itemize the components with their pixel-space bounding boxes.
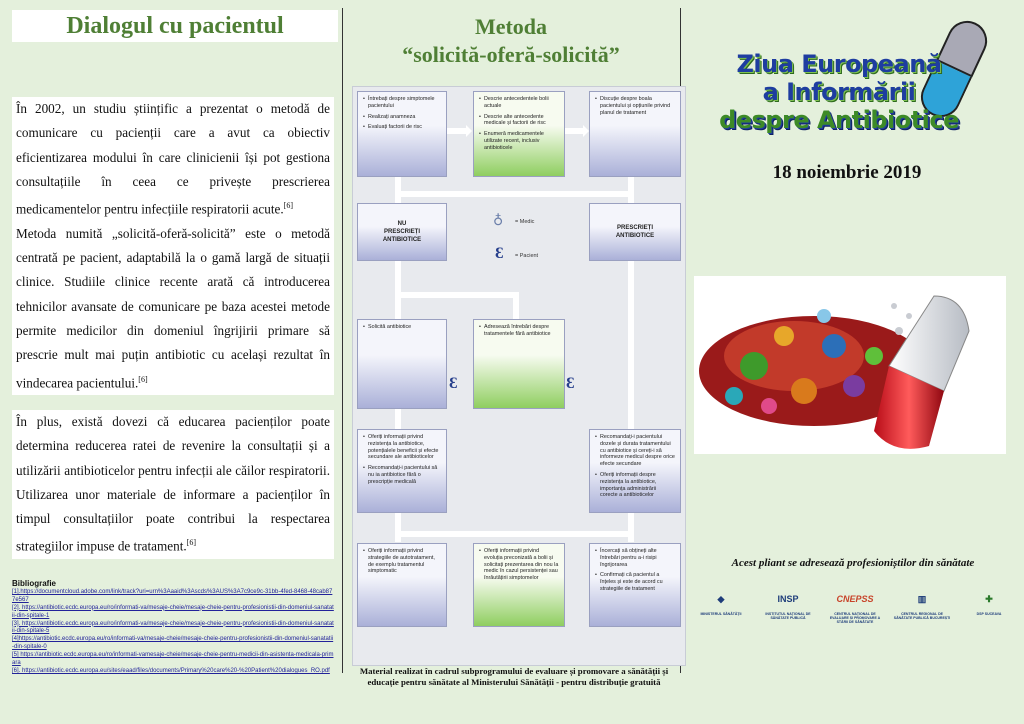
flow-box-10 (589, 543, 681, 627)
connector (628, 259, 634, 429)
dsp-logo-icon: ✚ (985, 594, 993, 604)
campaign-logo (704, 50, 974, 134)
brand-line3: despre Antibiotice (719, 106, 959, 134)
arrow (466, 125, 472, 137)
flow-item: • Adresează întrebări despre tratamentele fără antibiotice (479, 324, 559, 338)
flow-item: • Solicită antibiotice (363, 324, 441, 331)
bibliography-link[interactable]: [5] https://antibiotic.ecdc.europa.eu/ro/informati-vamesaje-cheie/mesaje-cheie-pentru-medicii-din-asistenta-medicala-primara (12, 652, 334, 667)
connector (446, 128, 468, 134)
cnepss-logo-icon: CNEPSS (836, 594, 874, 604)
right-column (682, 0, 1024, 724)
flow-item: • Oferiți informații privind rezistența la antibiotice, potențialele beneficii și efecte secundare ale antibioticelor (363, 434, 441, 461)
bibliography-link[interactable]: [3]. https://antibiotic.ecdc.europa.eu/ro/informati-va/mesaje-cheie/mesaje-cheie-pentru-profesionistii-din-domeniul-sanatatii-din-spitale-5 (12, 620, 334, 635)
connector (395, 177, 401, 203)
paragraph-1 (12, 97, 334, 395)
logo-caption: CENTRUL REGIONAL DE SĂNĂTATE PUBLICĂ BUCUREȘTI (893, 612, 951, 620)
ribbon-icon: Ɛ (495, 245, 504, 262)
flow-item: • Oferiți informații despre rezistența la antibiotice, importanța administrării corecte a antibioticelor (595, 472, 675, 499)
connector (565, 128, 585, 134)
flow-box-4 (357, 319, 447, 409)
connector (395, 259, 401, 319)
flow-item: • Întrebați despre simptomele pacientului (363, 96, 441, 110)
flow-item: • Realizați anamneza (363, 114, 441, 121)
capsule-bacteria-illustration (694, 276, 1006, 454)
logo-caption: DSP SUCEAVA (976, 612, 1002, 616)
connector (395, 292, 519, 298)
left-column (0, 0, 340, 724)
bibliography-link[interactable]: [6]. https://antibiotic.ecdc.europa.eu/sites/eaad/files/documents/Primary%20care%20-%20Patient%20dialogues_RO.pdf (12, 667, 330, 674)
flow-item: • Recomandați-i pacientului să nu ia antibiotice fără o prescripție medicală (363, 465, 441, 485)
method-title-line2: “solicită-oferă-solicită” (402, 42, 620, 67)
paragraph-2-ref: [6] (138, 374, 148, 384)
connector (395, 531, 634, 537)
legend-doctor: = Medic (515, 219, 535, 225)
logo-crsp (893, 588, 951, 620)
flow-item: • Descrie antecedentele bolii actuale (479, 96, 559, 110)
paragraph-3 (12, 410, 334, 559)
bibliography-link[interactable]: [1].https://documentcloud.adobe.com/link/track?uri=urn%3Aaaid%3Ascds%3AUS%3A7c9ce9c-31bb-4fed-8468-48cab877e567 (12, 588, 333, 603)
logo-caption: MINISTERUL SĂNĂTĂȚII (700, 612, 742, 616)
paragraph-1-text: În 2002, un studiu științific a prezentat o metodă de comunicare cu pacienții care a avut ca obiectiv eficientizarea modului în care clinicienii își pot gestiona consultațiile în ceea ce privește prescrierea medicamentelor pentru infecțiile respiratorii acute. (16, 101, 330, 217)
insp-logo-icon: INSP (777, 594, 799, 604)
connector (395, 191, 634, 197)
logo-caption: INSTITUTUL NAȚIONAL DE SĂNĂTATE PUBLICĂ (765, 612, 811, 620)
no-antibiotics-label: NU PRESCRIEȚI ANTIBIOTICE (382, 221, 422, 243)
brand-line2: a Informării (762, 78, 916, 106)
logo-caption: CENTRUL NAȚIONAL DE EVALUARE ȘI PROMOVARE A STĂRII DE SĂNĂTATE (829, 612, 881, 624)
flow-box-6 (357, 429, 447, 513)
flowchart (352, 86, 686, 666)
flow-item: • Încercați să obțineți alte întrebări pentru a-i risipi îngrijorarea (595, 548, 675, 568)
logo-cnepss (826, 588, 884, 624)
flow-item: • Confirmați că pacientul a înțeles și este de acord cu strategiile de tratament (595, 572, 675, 592)
flow-box-1 (357, 91, 447, 177)
partner-logos (692, 588, 1018, 630)
method-title-line1: Metoda (474, 14, 548, 39)
flow-item: • Discuție despre boala pacientului și opțiunile privind planul de tratament (595, 96, 675, 116)
stethoscope-icon: ♁ (493, 214, 504, 229)
logo-insp (759, 588, 817, 620)
bibliography-title: Bibliografie (12, 579, 57, 588)
event-date: 18 noiembrie 2019 (772, 162, 922, 183)
flow-item: • Recomandați-i pacientului dozele și durata tratamentului cu antibiotice și cereți-i să informeze medicul despre orice efecte secundare (595, 434, 675, 468)
connector (628, 177, 634, 203)
paragraph-3-ref: [6] (186, 538, 196, 548)
flow-item: • Descrie alte antecedente medicale și factorii de risc (479, 114, 559, 128)
left-title: Dialogul cu pacientul (66, 13, 284, 39)
bibliography-link[interactable]: [2]. https://antibiotic.ecdc.europa.eu/ro/informati-va/mesaje-cheie/mesaje-cheie-pentru-profesionistii-din-domeniul-sanatatii-din-spitale-1 (12, 604, 334, 619)
paragraph-2-text: Metoda numită „solicită-oferă-solicită” este o metodă centrată pe pacient, adaptabilă la o gamă largă de situații clinice. Studiile clinice recente arată că introducerea tehnicilor avansate de comunicare pe baza acestei metode permite medicilor din domeniul îngrijirii primare să prescrie mult mai puțin antibiotic cu același rezultat în vindecarea pacientului. (16, 225, 330, 391)
audience-note: Acest pliant se adresează profesioniștilor din sănătate (731, 557, 975, 569)
left-title-box (12, 10, 338, 42)
ribbon-icon: Ɛ (449, 375, 458, 392)
legend-patient: = Pacient (515, 253, 539, 259)
bibliography (12, 580, 334, 676)
antibiotics-box (589, 203, 681, 261)
flow-box-8 (357, 543, 447, 627)
logo-ministry (692, 588, 750, 616)
middle-column (343, 0, 679, 724)
flow-box-7 (589, 429, 681, 513)
antibiotics-label: PRESCRIEȚI ANTIBIOTICE (615, 225, 655, 239)
flow-box-3 (589, 91, 681, 177)
paragraph-3-text: În plus, există dovezi că educarea pacienților poate determina reducerea ratei de revenire la consultații și a utilizării antibioticelor pentru infecții ale căilor respiratorii. Utilizarea unor materiale de informare a pacienților în timpul consultațiilor poate contribui la respectarea strategiilor impuse de tratament. (16, 414, 330, 554)
flow-box-2 (473, 91, 565, 177)
hero-illustration (694, 276, 1006, 454)
flow-box-5 (473, 319, 565, 409)
flow-item: • Oferiți informații privind strategiile de autotratament, de exemplu tratamentul simptomatic (363, 548, 441, 575)
logo-dsp-suceava (960, 588, 1018, 616)
connector (628, 512, 634, 542)
no-antibiotics-box (357, 203, 447, 261)
paragraph-1-ref: [6] (283, 201, 293, 211)
crsp-logo-icon: ▥ (917, 594, 927, 604)
ministry-logo-icon: ◆ (717, 594, 725, 604)
flow-item: • Oferiți informații privind evoluția preconizată a bolii și solicitați prezentarea din nou la medic în cazul persistenței sau înrăutățirii simptomelor (479, 548, 559, 582)
ribbon-icon: Ɛ (566, 375, 575, 392)
footer-note: Material realizat în cadrul subprogramului de evaluare și promovare a sănătății și educație pentru sănătate al Ministerului Sănătății - pentru distribuție gratuită (359, 666, 669, 687)
connector (395, 409, 401, 429)
brand-line1: Ziua Europeană (736, 50, 942, 78)
flow-item: • Evaluați factorii de risc (363, 124, 441, 131)
flow-item: • Enumeră medicamentele utilizate recent, inclusiv antibioticele (479, 131, 559, 151)
bibliography-link[interactable]: [4]https://antibiotic.ecdc.europa.eu/ro/informati-va/mesaje-cheie/mesaje-cheie-pentru-profesionistii-din-domeniul-sanatatii-din-spitale-0 (12, 636, 334, 651)
connector (395, 512, 401, 542)
flow-box-9 (473, 543, 565, 627)
